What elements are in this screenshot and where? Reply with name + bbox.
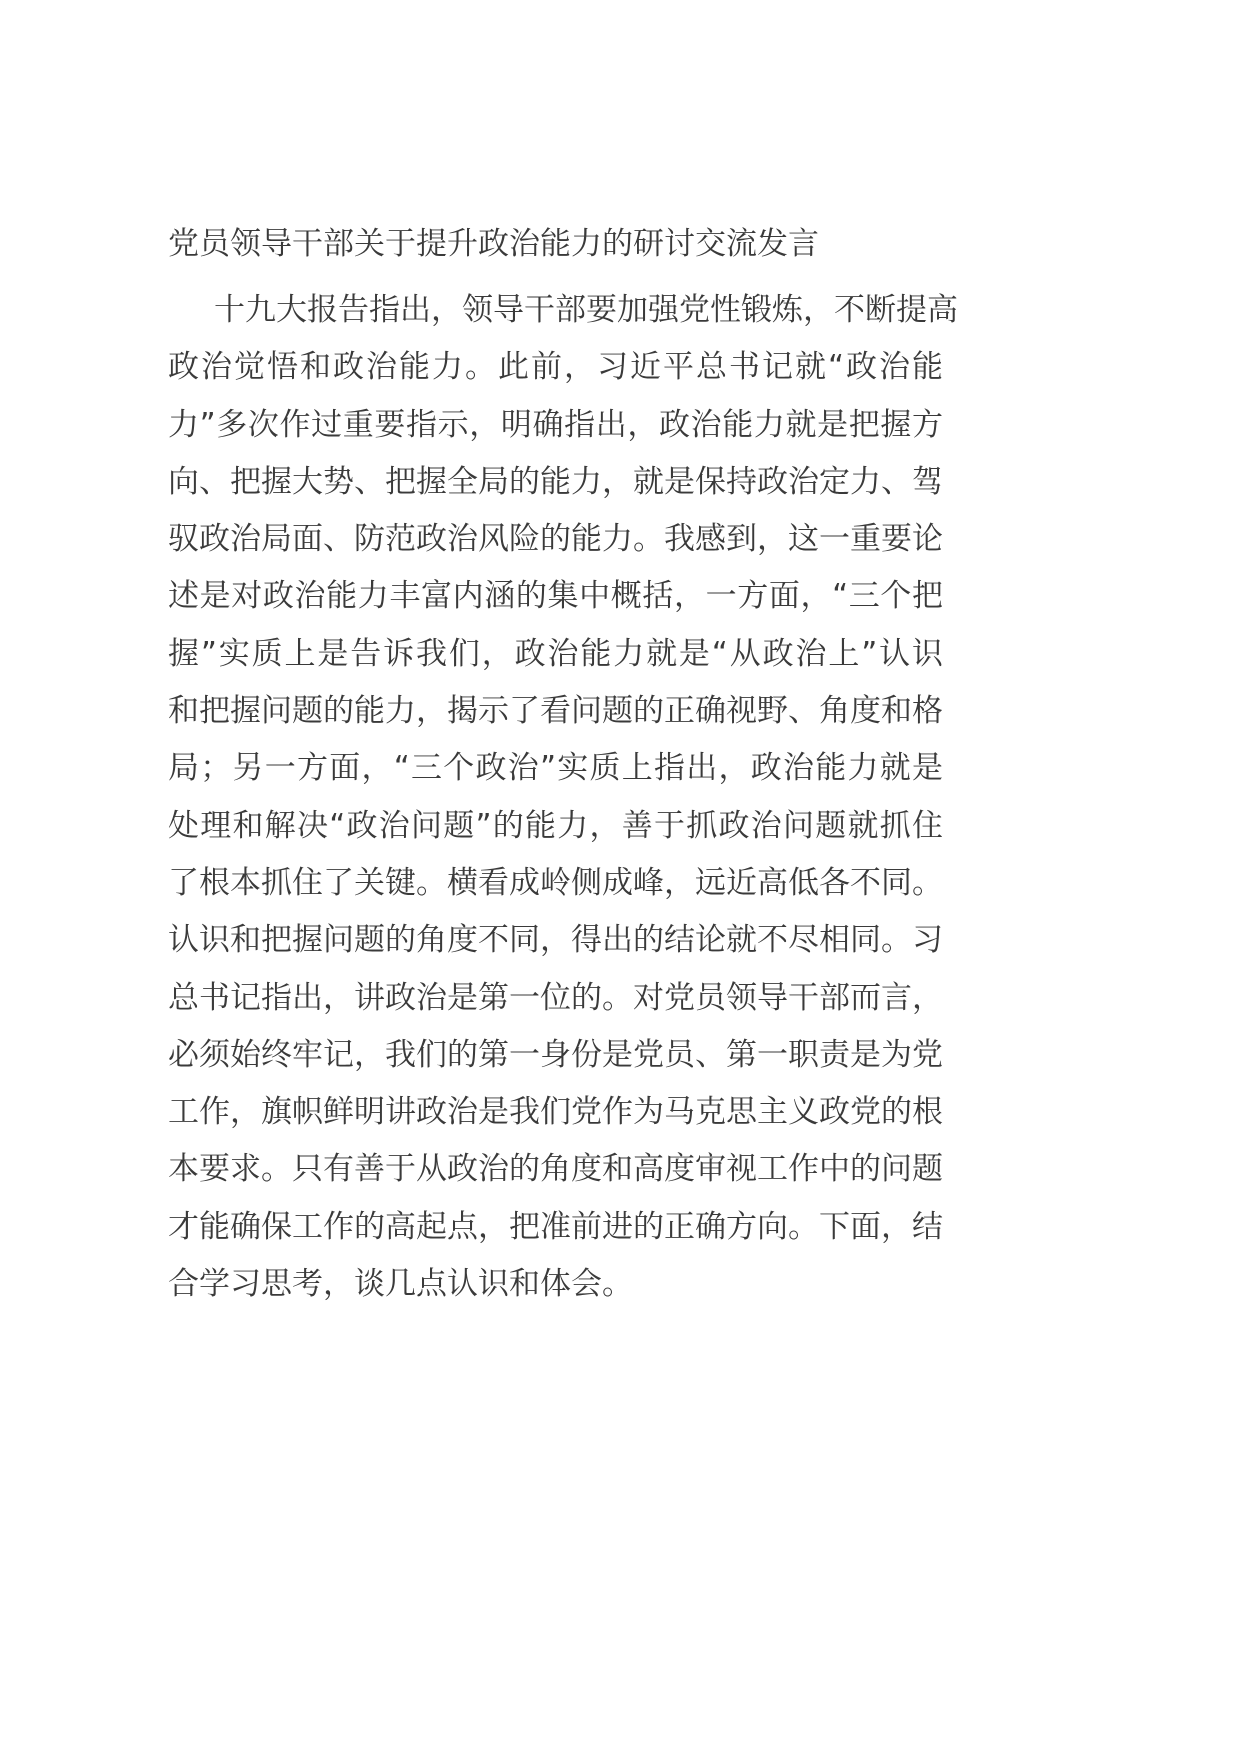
paragraph-line: 处理和解决“政治问题”的能力，善于抓政治问题就抓住 (168, 807, 943, 844)
paragraph-line: 了根本抓住了关键。横看成岭侧成峰，远近高低各不同。 (168, 864, 943, 901)
paragraph-line: 认识和把握问题的角度不同，得出的结论就不尽相同。习 (168, 922, 943, 959)
paragraph-line: 握”实质上是告诉我们，政治能力就是“从政治上”认识 (168, 635, 943, 672)
paragraph-line: 必须始终牢记，我们的第一身份是党员、第一职责是为党 (168, 1036, 943, 1073)
paragraph-line: 合学习思考，谈几点认识和体会。 (168, 1266, 633, 1303)
paragraph-line: 政治觉悟和政治能力。此前，习近平总书记就“政治能 (168, 349, 943, 386)
paragraph-line: 才能确保工作的高起点，把准前进的正确方向。下面，结 (168, 1208, 943, 1245)
document-paragraph (168, 282, 958, 1313)
paragraph-line: 工作，旗帜鲜明讲政治是我们党作为马克思主义政党的根 (168, 1094, 943, 1131)
paragraph-line: 驭政治局面、防范政治风险的能力。我感到，这一重要论 (168, 521, 943, 558)
paragraph-line: 和把握问题的能力，揭示了看问题的正确视野、角度和格 (168, 693, 943, 730)
document-title: 党员领导干部关于提升政治能力的研讨交流发言 (168, 226, 819, 262)
paragraph-line: 力”多次作过重要指示，明确指出，政治能力就是把握方 (168, 406, 943, 443)
paragraph-line: 本要求。只有善于从政治的角度和高度审视工作中的问题 (168, 1151, 943, 1188)
paragraph-line: 局；另一方面，“三个政治”实质上指出，政治能力就是 (168, 750, 943, 787)
paragraph-line: 述是对政治能力丰富内涵的集中概括，一方面，“三个把 (168, 578, 943, 615)
paragraph-line: 总书记指出，讲政治是第一位的。对党员领导干部而言， (168, 979, 943, 1016)
paragraph-line: 十九大报告指出，领导干部要加强党性锻炼，不断提高 (214, 292, 958, 328)
paragraph-line: 向、把握大势、把握全局的能力，就是保持政治定力、驾 (168, 463, 943, 500)
